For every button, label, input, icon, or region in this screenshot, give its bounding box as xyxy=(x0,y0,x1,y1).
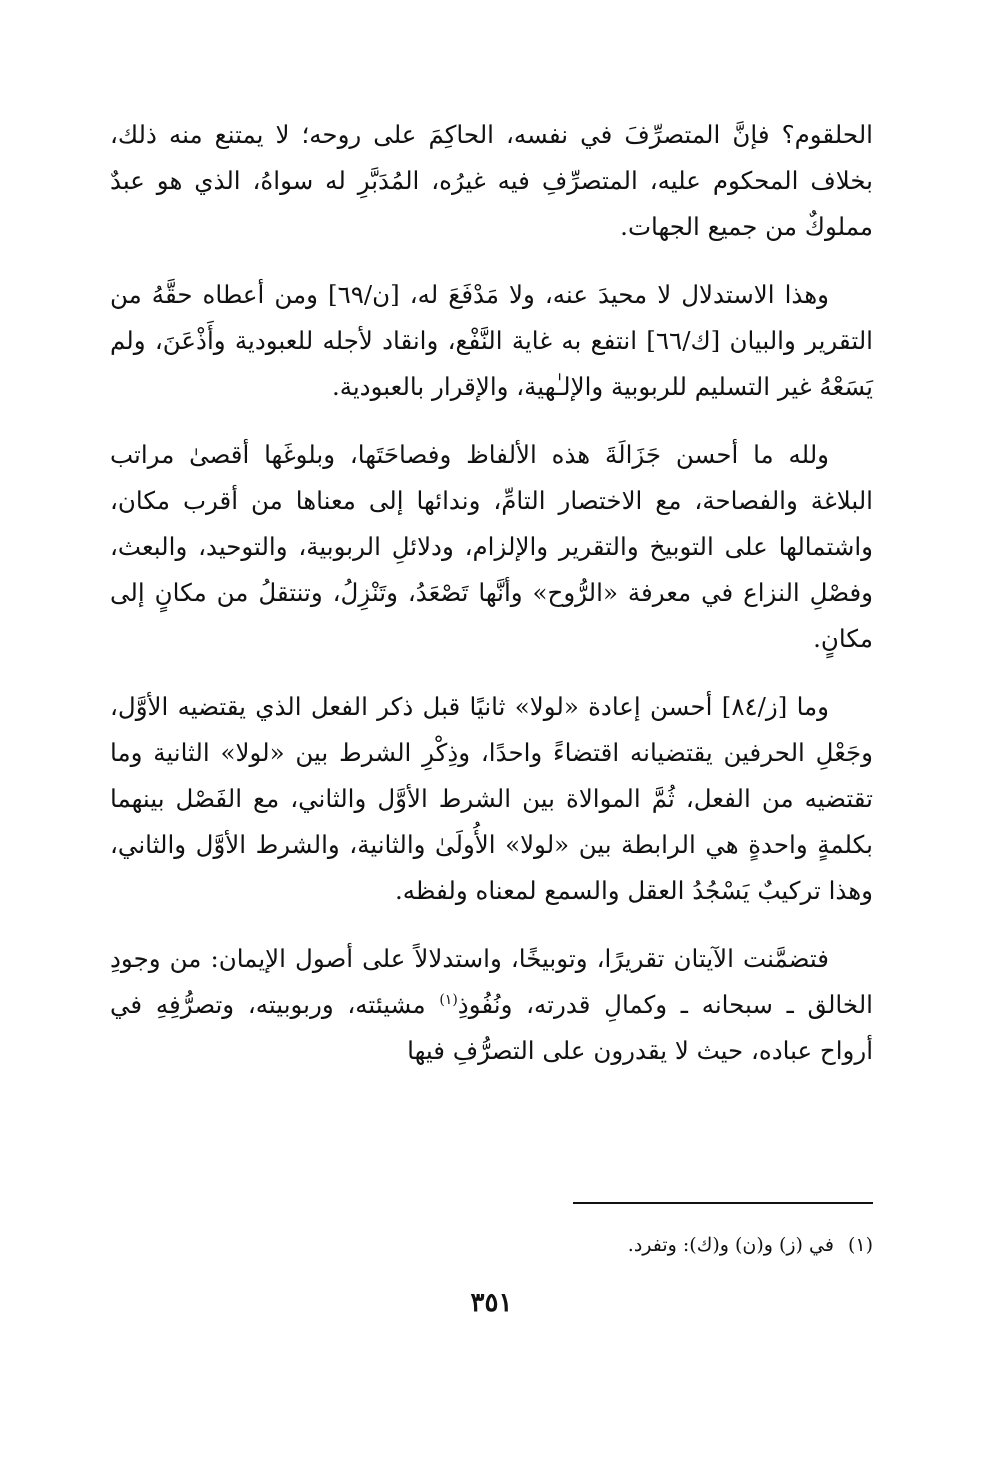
footnote-text: في (ز) و(ن) و(ك): وتفرد. xyxy=(627,1234,834,1256)
paragraph-conclusion xyxy=(110,936,873,1074)
paragraph-eloquence: ولله ما أحسن جَزَالَةَ هذه الألفاظ وفصاحَتَها، وبلوغَها أقصىٰ مراتب البلاغة والفصاحة، مع الاختصار التامِّ، وندائها إلى معناها من أقرب مكان، واشتمالها على التوبيخ والتقرير والإلزام، ودلائلِ الربوبية، والتوحيد، والبعث، وفصْلِ النزاع في معرفة «الرُّوح» وأنَّها تَصْعَدُ، وتَنْزِلُ، وتنتقلُ من مكانٍ إلى مكانٍ. xyxy=(110,440,873,653)
page-number: ٣٥١ xyxy=(470,1288,513,1318)
paragraph-conclusion-text-start: فتضمَّنت الآيتان تقريرًا، وتوبيخًا، واستدلالاً على أصول الإيمان: من وجودِ الخالق ـ سبحانه ـ وكمالِ قدرته، ونُفُوذِ xyxy=(110,944,873,1019)
paragraph-lawla: وما [ز/٨٤] أحسن إعادة «لولا» ثانيًا قبل ذكر الفعل الذي يقتضيه الأوَّل، وجَعْلِ الحرفين يقتضيانه اقتضاءً واحدًا، وذِكْرِ الشرط بين «لولا» الثانية وما تقتضيه من الفعل، ثُمَّ الموالاة بين الشرط الأوَّل والثاني، مع الفَصْل بينهما بكلمةٍ واحدةٍ هي الرابطة بين «لولا» الأُولَىٰ والثانية، والشرط الأوَّل والثاني، وهذا تركيبٌ يَسْجُدُ العقل والسمع لمعناه ولفظه. xyxy=(110,692,873,905)
footnote-number: (١) xyxy=(847,1234,873,1256)
paragraph-conclusion-text-end: مشيئته، وربوبيته، وتصرُّفِهِ في أرواح عباده، حيث لا يقدرون على التصرُّفِ فيها xyxy=(110,990,873,1065)
footnote xyxy=(110,1230,873,1260)
footnote-divider xyxy=(573,1202,873,1204)
book-page xyxy=(110,112,873,1480)
paragraph-argument: وهذا الاستدلال لا محيدَ عنه، ولا مَدْفَعَ له، [ن/٦٩] ومن أعطاه حقَّهُ من التقرير والبيان [ك/٦٦] انتفع به غاية النَّفْع، وانقاد لأجله للعبودية وأَذْعَنَ، ولم يَسَعْهُ غير التسليم للربوبية والإلـٰهية، والإقرار بالعبودية. xyxy=(110,280,873,401)
footnote-reference: (١) xyxy=(439,991,458,1008)
paragraph-continuation: الحلقوم؟ فإنَّ المتصرِّفَ في نفسه، الحاكِمَ على روحه؛ لا يمتنع منه ذلك، بخلاف المحكوم عليه، المتصرِّفِ فيه غيرُه، المُدَبَّرِ له سواهُ، الذي هو عبدٌ مملوكٌ من جميع الجهات. xyxy=(110,120,873,241)
